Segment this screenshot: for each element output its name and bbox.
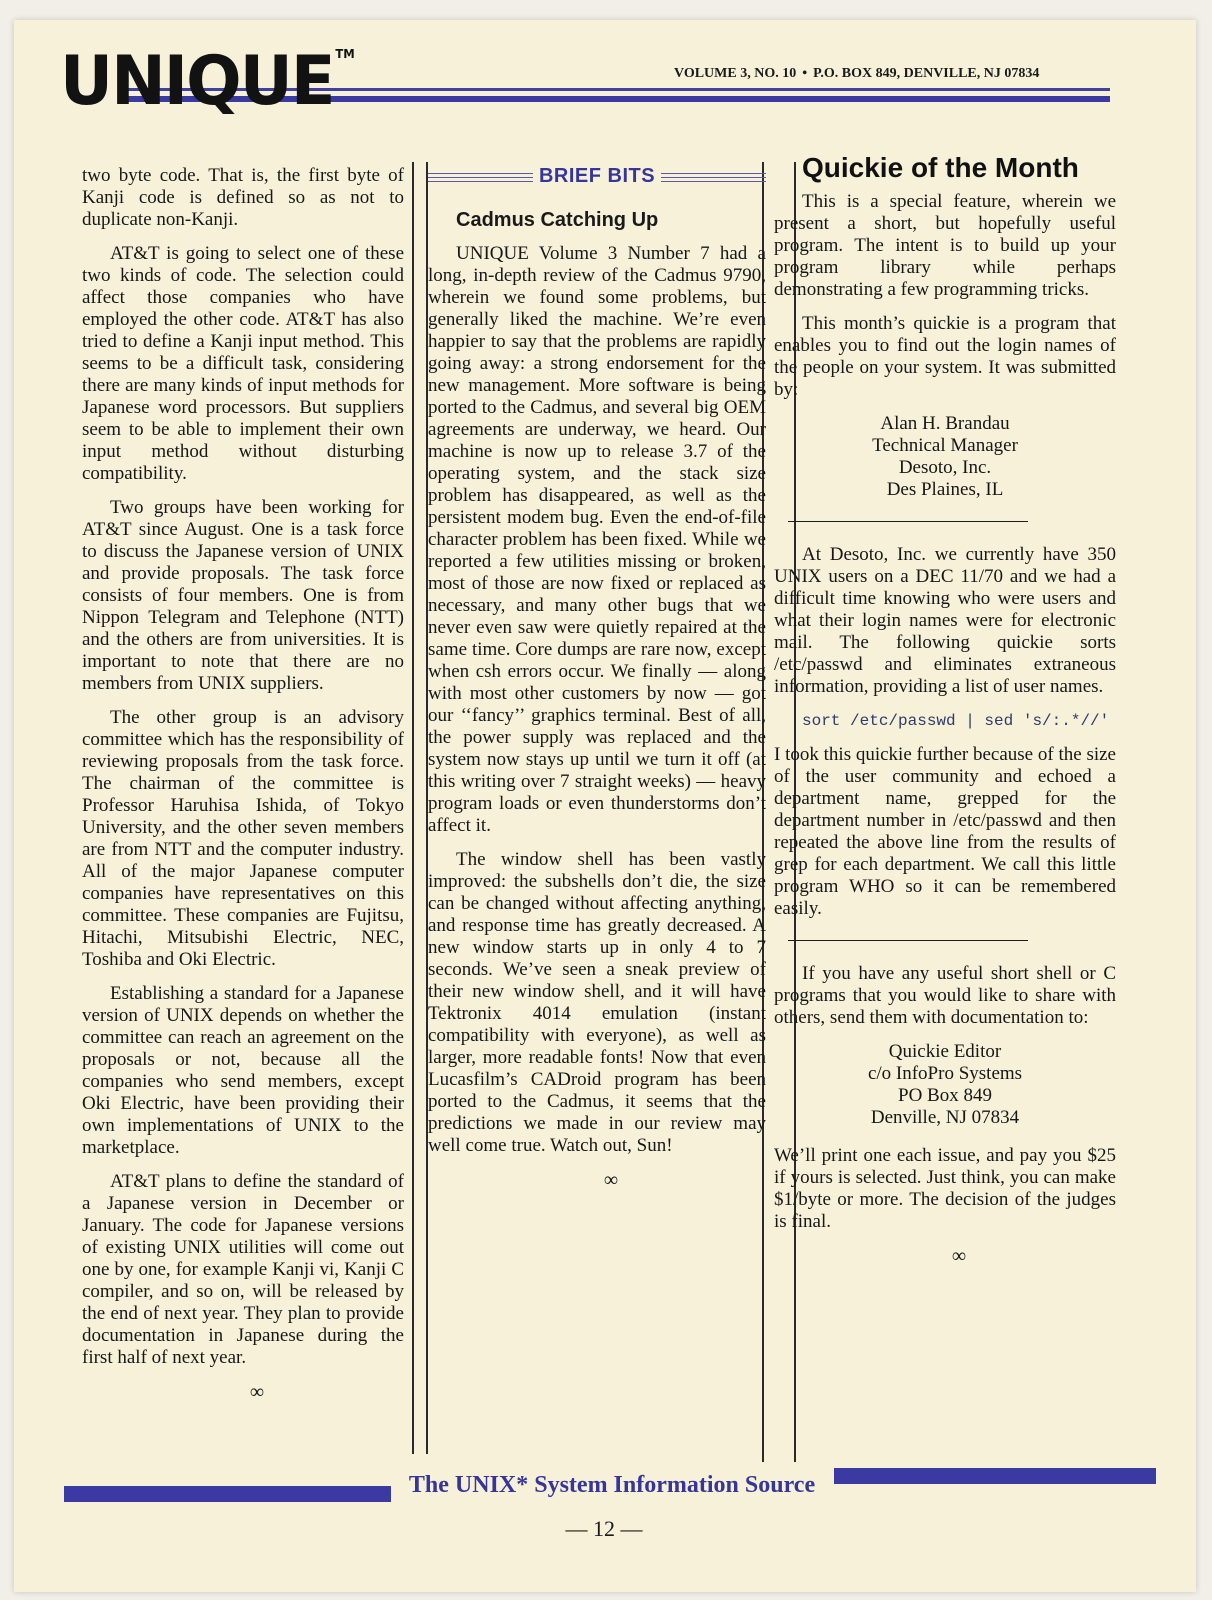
author-block: [774, 413, 1116, 501]
article-headline: Cadmus Catching Up: [456, 209, 659, 231]
paragraph: The other group is an advisory committee which has the responsibility of reviewing proposals from the task force. The chairman of the committee is Professor Haruhisa Ishida, of Tokyo University, and the other seven members are from NTT and the computer industry. All of the major Japanese computer companies have representatives on this committee. These companies are Fujitsu, Hitachi, Mitsubishi Electric, NEC, Toshiba and Oki Electric.: [82, 707, 404, 970]
end-of-article-mark: ∞: [951, 1245, 967, 1267]
paragraph: two byte code. That is, the first byte of Kanji code is defined so as not to duplicate non-Kanji.: [82, 165, 404, 230]
bullet-separator: •: [802, 66, 808, 81]
brief-bits-heading: [428, 165, 766, 191]
author-line: Technical Manager: [872, 435, 1018, 456]
volume-label: VOLUME 3, NO. 10: [674, 66, 797, 81]
code-snippet: sort /etc/passwd | sed 's/:.*//': [802, 712, 1110, 730]
paragraph: I took this quickie further because of the size of the user community and echoed a department name, grepped for the department number in /etc/passwd and then repeated the above line from the results of grep for each department. We call this little program WHO so it can be remembered easily.: [774, 744, 1116, 919]
address-line: Denville, NJ 07834: [870, 1107, 1020, 1128]
end-of-article-mark: ∞: [603, 1169, 619, 1191]
logo-text: UNIQUE: [60, 42, 334, 121]
editor-address-block: [774, 1041, 1116, 1129]
section-label: BRIEF BITS: [533, 165, 661, 187]
paragraph: AT&T is going to select one of these two kinds of code. The selection could affect those companies who have employed the other code. AT&T has also tried to define a Kanji input method. This seems to be a difficult task, considering there are many kinds of input methods for Japanese word processors. But suppliers seem to be able to implement their own input method without disturbing compatibility.: [82, 243, 404, 484]
page-number: — 12 —: [565, 1516, 643, 1541]
paragraph: This month’s quickie is a program that enables you to find out the login names of the people on your system. It was submitted by:: [774, 313, 1116, 400]
footer-bar-left: [64, 1486, 391, 1502]
author-line: Alan H. Brandau: [880, 413, 1010, 434]
divider: [788, 940, 1028, 941]
masthead-logo: [60, 42, 355, 121]
address-line: c/o InfoPro Systems: [867, 1063, 1023, 1084]
paragraph: At Desoto, Inc. we currently have 350 UNIX users on a DEC 11/70 and we had a difficult time knowing who were users and what their login names were for electronic mail. The following quickie sorts /etc/passwd and eliminates extraneous information, providing a list of user names.: [774, 544, 1116, 697]
masthead-info: [674, 66, 1124, 82]
author-line: Desoto, Inc.: [898, 457, 992, 478]
paragraph: Establishing a standard for a Japanese version of UNIX depends on whether the committee can reach an agreement on the proposals or not, because all the companies who send members, except Oki Electric, have been providing their own implementations of UNIX to the marketplace.: [82, 983, 404, 1158]
right-column: [774, 152, 1116, 1279]
paragraph: Two groups have been working for AT&T since August. One is a task force to discuss the Japanese version of UNIX and provide proposals. The task force consists of four members. One is from Nippon Telegram and Telephone (NTT) and the others are from universities. It is important to note that there are no members from UNIX suppliers.: [82, 497, 404, 694]
paragraph: We’ll print one each issue, and pay you $25 if yours is selected. Just think, you can make $1/byte or more. The decision of the judges is final.: [774, 1145, 1116, 1232]
footer-tagline: The UNIX* System Information Source: [408, 1472, 816, 1498]
paragraph: If you have any useful short shell or C programs that you would like to share with others, send them with documentation to:: [774, 963, 1116, 1028]
paragraph: The window shell has been vastly improved: the subshells don’t die, the size can be changed without affecting anything, and response time has greatly decreased. A new window starts up in only 4 to 7 seconds. We’ve seen a sneak preview of their new window shell, and it will have Tektronix 4014 emulation (instant compatibility with everyone), as well as larger, more readable fonts! Now that even Lucasfilm’s CADroid program has been ported to the Cadmus, it seems that the predictions we made in our review may well come true. Watch out, Sun!: [428, 849, 766, 1156]
address-line: PO Box 849: [898, 1085, 992, 1106]
paragraph: AT&T plans to define the standard of a Japanese version in December or January. The code for Japanese versions of existing UNIX utilities will come out one by one, for example Kanji vi, Kanji C compiler, and so on, will be released by the end of next year. They plan to provide documentation in Japanese during the first half of next year.: [82, 1171, 404, 1368]
trademark-mark: TM: [335, 47, 355, 61]
divider: [788, 521, 1028, 522]
column-divider-1: [412, 162, 414, 1454]
end-of-article-mark: ∞: [249, 1381, 265, 1403]
paragraph: This is a special feature, wherein we present a short, but hopefully useful program. The intent is to build up your program library while perhaps demonstrating a few programming tricks.: [774, 191, 1116, 300]
footer-bar-right: [834, 1468, 1156, 1484]
address-label: P.O. BOX 849, DENVILLE, NJ 07834: [813, 66, 1040, 81]
newsletter-page: [14, 20, 1196, 1592]
author-line: Des Plaines, IL: [886, 479, 1004, 500]
paragraph: UNIQUE Volume 3 Number 7 had a long, in-depth review of the Cadmus 9790, wherein we found some problems, but generally liked the machine. We’re even happier to say that the problems are rapidly going away: a strong endorsement for the new management. More software is being ported to the Cadmus, and several big OEM agreements are underway, we heard. Our machine is now up to release 3.7 of the operating system, and the stack size problem has disappeared, as well as the persistent modem bug. Even the end-of-file character problem has been fixed. While we reported a few utilities missing or broken, most of those are now fixed or replaced as necessary, and many other bugs that we never even saw were quietly repaired at the same time. Core dumps are rare now, except when csh errors occur. We finally — along with most other customers by now — got our ‘‘fancy’’ graphics terminal. Best of all, the power supply was replaced and the system now stays up until we turn it off (at this writing over 7 straight weeks) — heavy program loads or even thunderstorms don’t affect it.: [428, 243, 766, 836]
quickie-title: Quickie of the Month: [802, 152, 1079, 183]
middle-column: [428, 165, 766, 1203]
address-line: Quickie Editor: [888, 1041, 1002, 1062]
left-column: [82, 165, 404, 1415]
